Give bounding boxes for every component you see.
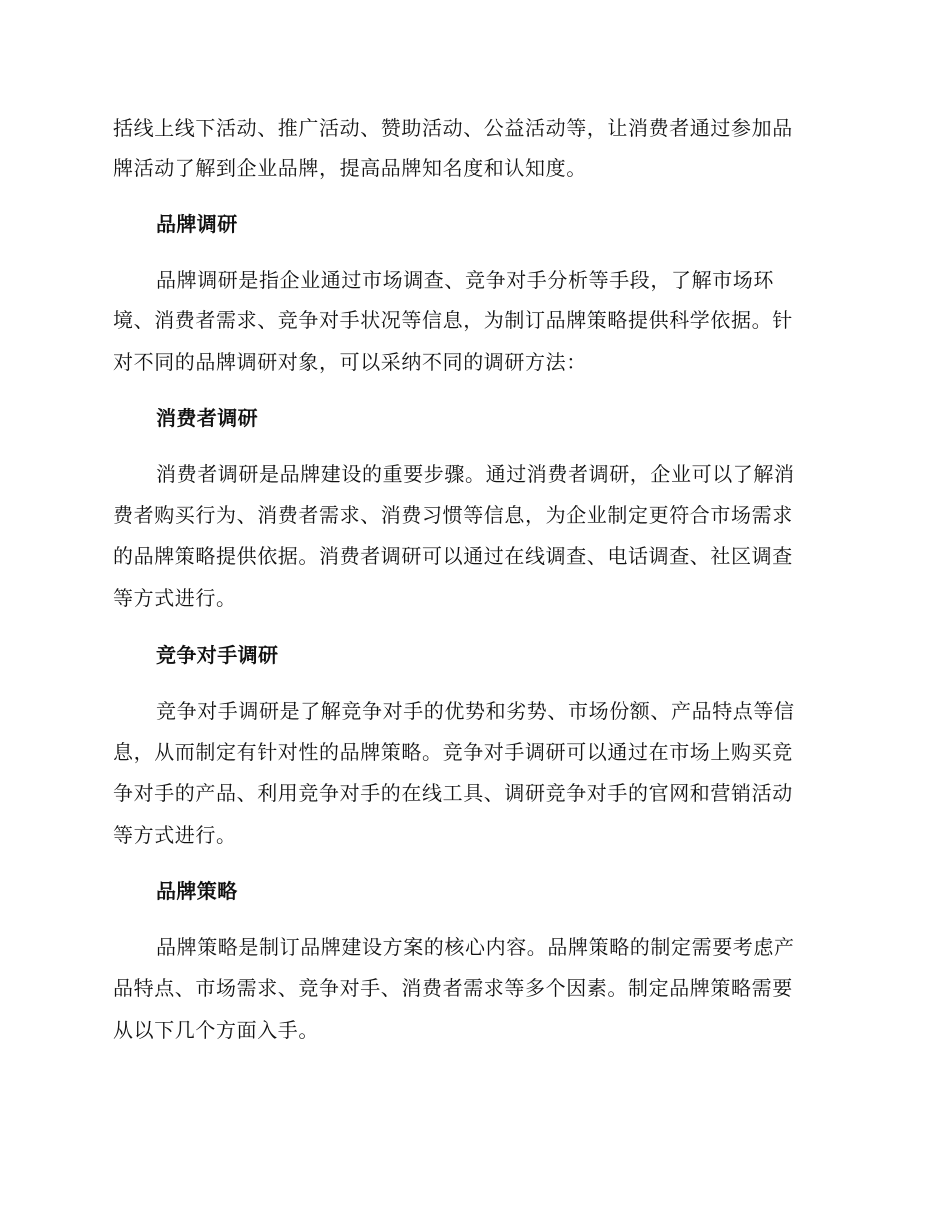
section-heading-brand-strategy: 品牌策略 bbox=[156, 879, 238, 903]
paragraph-line: 品牌调研是指企业通过市场调查、竞争对手分析等手段，了解市场环 bbox=[156, 268, 774, 292]
section-heading-competitor-research: 竞争对手调研 bbox=[156, 643, 279, 667]
paragraph-line: 的品牌策略提供依据。消费者调研可以通过在线调查、电话调查、社区调查 bbox=[113, 544, 793, 568]
section-heading-consumer-research: 消费者调研 bbox=[156, 406, 258, 430]
section-heading-brand-research: 品牌调研 bbox=[156, 212, 238, 236]
paragraph-line: 对不同的品牌调研对象，可以采纳不同的调研方法： bbox=[113, 350, 587, 374]
paragraph-line: 等方式进行。 bbox=[113, 823, 237, 847]
paragraph-line: 括线上线下活动、推广活动、赞助活动、公益活动等，让消费者通过参加品 bbox=[113, 116, 793, 140]
paragraph-line: 消费者调研是品牌建设的重要步骤。通过消费者调研，企业可以了解消 bbox=[156, 462, 795, 486]
paragraph-line: 牌活动了解到企业品牌，提高品牌知名度和认知度。 bbox=[113, 156, 587, 180]
paragraph-line: 争对手的产品、利用竞争对手的在线工具、调研竞争对手的官网和营销活动 bbox=[113, 781, 793, 805]
paragraph-line: 息，从而制定有针对性的品牌策略。竞争对手调研可以通过在市场上购买竞 bbox=[113, 740, 793, 764]
paragraph-line: 竞争对手调研是了解竞争对手的优势和劣势、市场份额、产品特点等信 bbox=[156, 699, 795, 723]
paragraph-line: 费者购买行为、消费者需求、消费习惯等信息，为企业制定更符合市场需求 bbox=[113, 503, 793, 527]
paragraph-line: 品特点、市场需求、竞争对手、消费者需求等多个因素。制定品牌策略需要 bbox=[113, 976, 793, 1000]
paragraph-line: 境、消费者需求、竞争对手状况等信息，为制订品牌策略提供科学依据。针 bbox=[113, 308, 793, 332]
paragraph-line: 等方式进行。 bbox=[113, 586, 237, 610]
paragraph-line: 从以下几个方面入手。 bbox=[113, 1018, 319, 1042]
paragraph-line: 品牌策略是制订品牌建设方案的核心内容。品牌策略的制定需要考虑产 bbox=[156, 935, 795, 959]
